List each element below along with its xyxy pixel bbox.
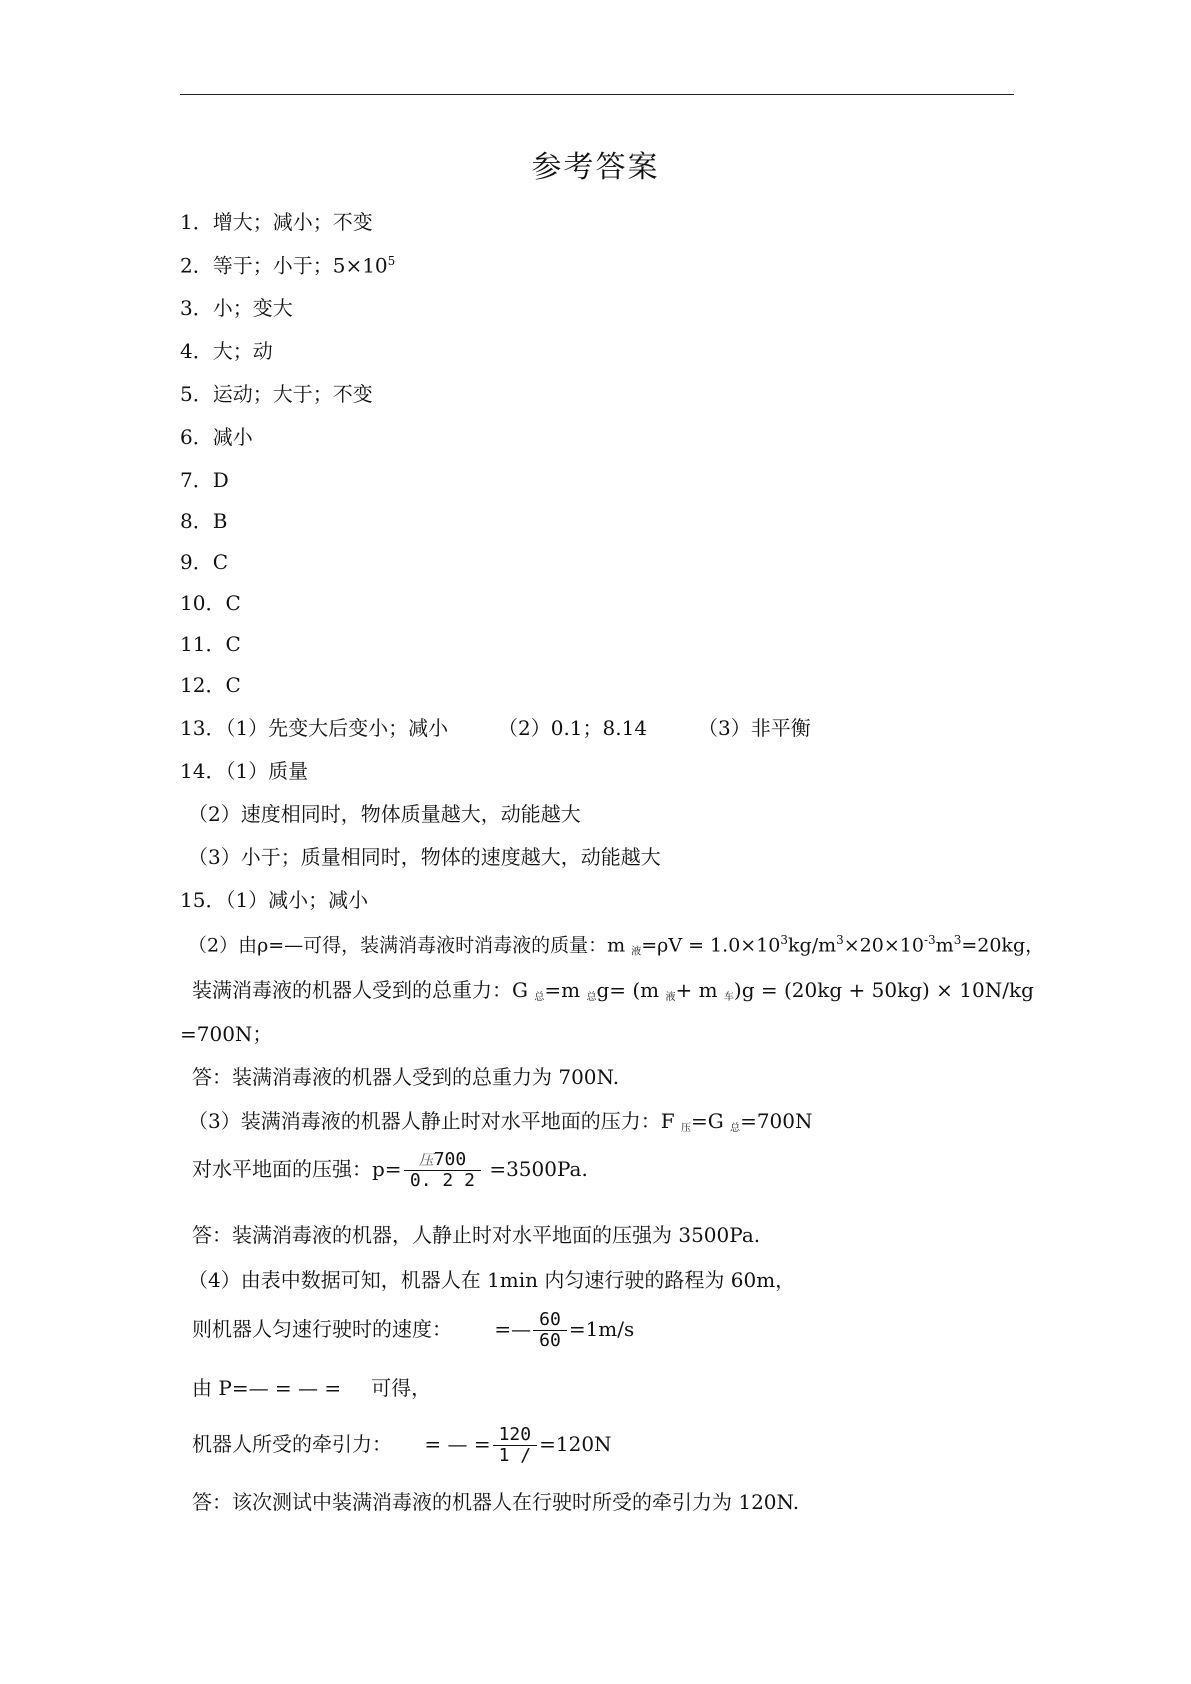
q15-part4-distance: （4）由表中数据可知，机器人在 1min 内匀速行驶的路程为 60m， [188,1268,796,1292]
q15-part2-mass: （2）由ρ=—可得，装满消毒液时消毒液的质量：m $_液=\rho V = 1.0\times 10^3kg/m^3\times 20\times 10^{-3}m^3=20kg$， [188,933,1045,958]
answer-1: 1．增大；减小；不变 [180,210,373,234]
q15-answer-4: 答：该次测试中装满消毒液的机器人在行驶时所受的牵引力为 120N. [192,1490,800,1514]
page-title: 参考答案 [531,150,660,185]
answer-12: 12．C [180,673,241,697]
answer-14-1: 14．（1）质量 [180,759,309,783]
answer-4: 4．大；动 [180,339,273,363]
q15-part3-pressure: 对水平地面的压强：p= $\frac{\text{压700}}{0. 2 2}$ =3500Pa. [192,1149,588,1191]
q15-part4-power-formula: 由 P=— = — = 可得， [192,1376,432,1400]
answer-5: 5．运动；大于；不变 [180,382,373,406]
force-fraction: $\frac{120}{1 /}$ [493,1425,538,1466]
answer-9: 9．C [180,550,229,574]
answer-11: 11．C [180,632,241,656]
answer-10: 10．C [180,591,241,615]
answer-13: 13．（1）先变大后变小；减小 （2）0.1；8.14 （3）非平衡 [180,716,811,740]
answer-8: 8．B [180,509,228,533]
answer-6: 6．减小 [180,425,253,449]
speed-fraction: $\frac{60}{60}$ [533,1310,567,1351]
answer-14-2: （2）速度相同时，物体质量越大，动能越大 [188,802,581,826]
q15-answer-2: 答：装满消毒液的机器人受到的总重力为 700N. [192,1065,620,1089]
pressure-fraction: $\frac{\text{压700}}{0. 2 2}$ [404,1150,481,1191]
q15-part2-gravity: 装满消毒液的机器人受到的总重力：G $_总$=m $_总$g= (m $_液$+ m $_车$)g = (20kg + 50kg) × 10N/kg [192,978,1034,1003]
answer-2: 2．等于；小于；$5\times 10^5$ [180,253,396,278]
answer-7: 7．D [180,468,229,492]
answer-3: 3．小；变大 [180,296,293,320]
q15-part3-force: （3）装满消毒液的机器人静止时对水平地面的压力：F $_压$=G $_总$=700N [188,1109,813,1134]
q15-part4-speed: 则机器人匀速行驶时的速度： =— $\frac{60}{60}$ =1m/s [192,1309,635,1351]
q15-part4-force: 机器人所受的牵引力： = — = $\frac{120}{1 /}$ =120N [192,1424,612,1466]
answer-15-1: 15．（1）减小；减小 [180,888,369,912]
q15-part2-result: =700N； [180,1022,273,1046]
header-rule [180,94,1014,95]
q15-answer-3: 答：装满消毒液的机器，人静止时对水平地面的压强为 3500Pa. [192,1223,761,1247]
answer-14-3: （3）小于；质量相同时，物体的速度越大，动能越大 [188,845,661,869]
